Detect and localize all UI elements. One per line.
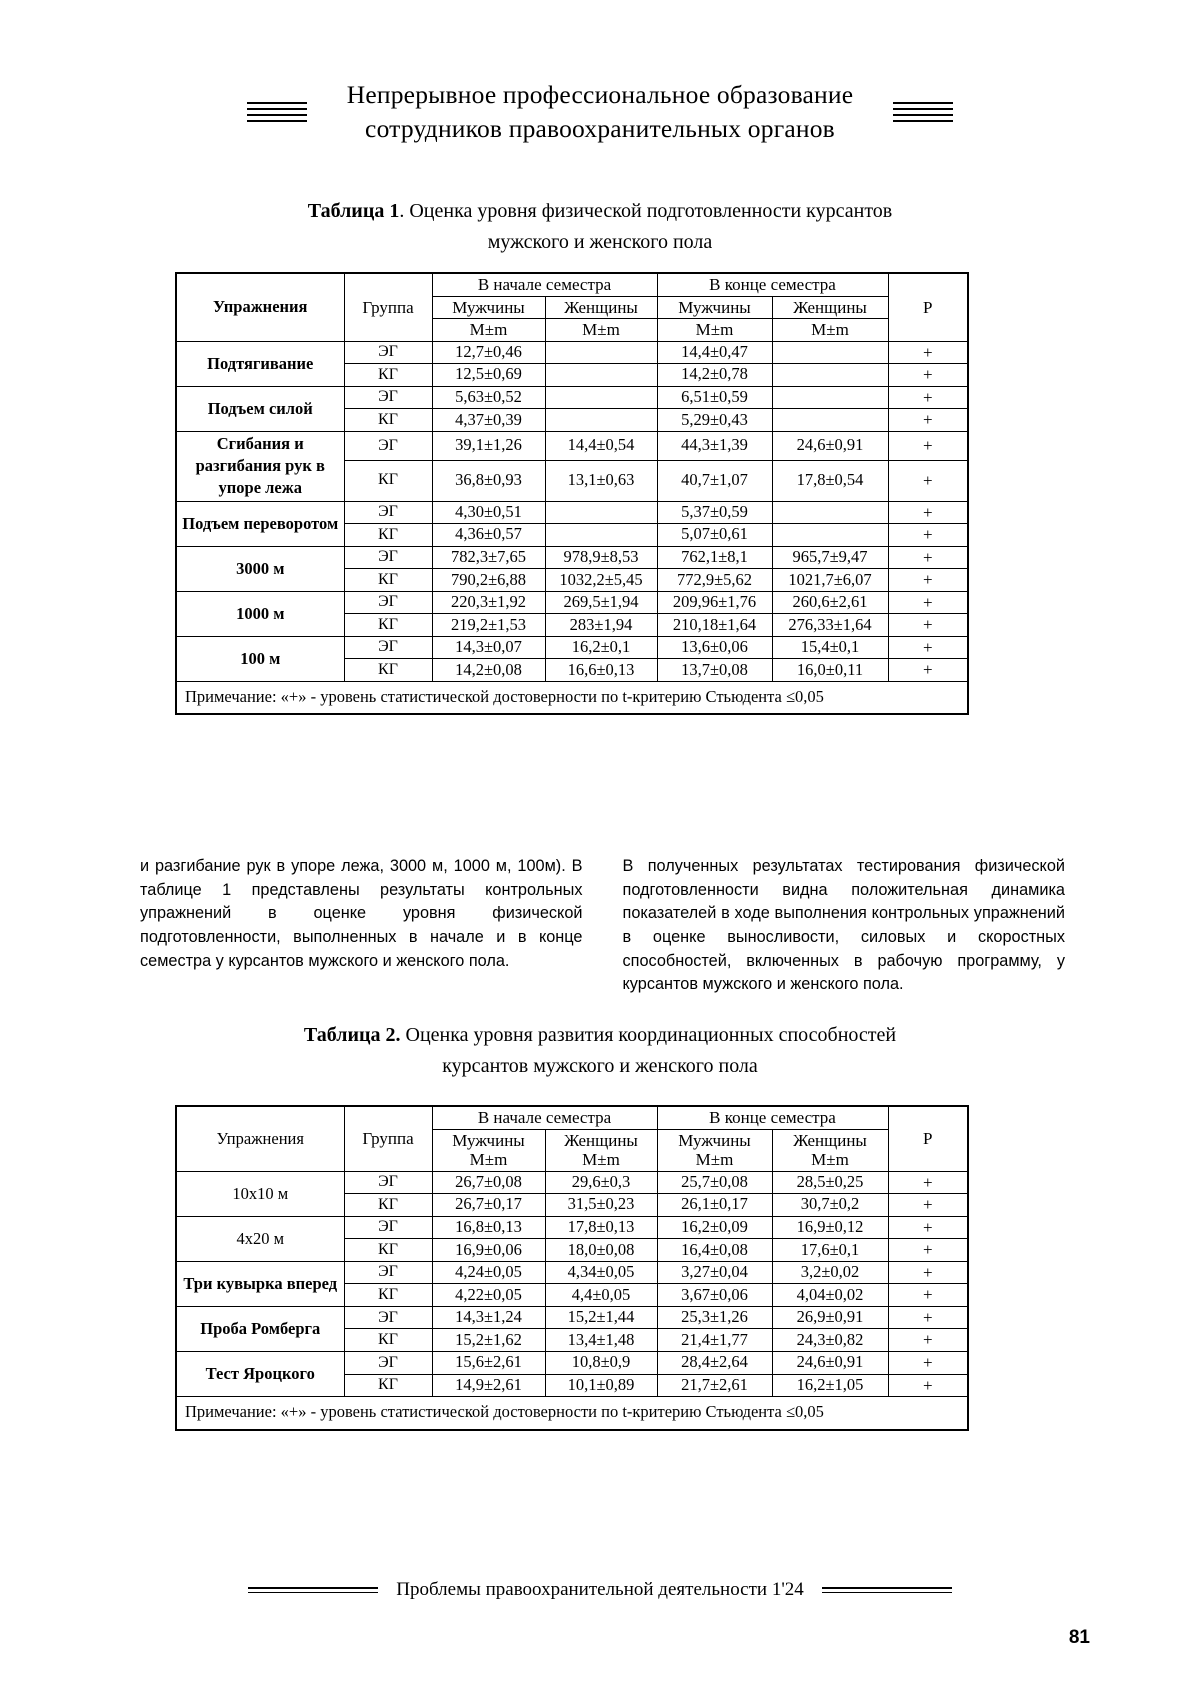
- table2-cell-0-1-end-w: 30,7±0,2: [772, 1194, 888, 1217]
- table2-cell-1-0-p: +: [888, 1216, 968, 1239]
- body-col-right: В полученных результатах тестирования физической подготовленности видна положительная динамика показателей в ходе выполнения контрольных упражнений в оценке выносливости, силовых и скоростных способностей, включенных в рабочую программу, у курсантов мужского и женского пола.: [622, 857, 1065, 994]
- table1-cell-0-1-end-m: 14,2±0,78: [657, 364, 772, 387]
- table2-header-row-1: [176, 1106, 968, 1129]
- table2-header-start-men-label: Мужчины: [452, 1130, 525, 1150]
- table1-caption: [150, 196, 1050, 258]
- table1-cell-4-0-p: +: [888, 546, 968, 569]
- table1-header-mm-4: M±m: [772, 319, 888, 342]
- table2-cell-3-0-start-m: 14,3±1,24: [432, 1306, 545, 1329]
- table2-group-1-1: КГ: [344, 1239, 432, 1262]
- table2-cell-2-1-end-w: 4,04±0,02: [772, 1284, 888, 1307]
- table1-caption-rest: . Оценка уровня физической подготовленности курсантов: [399, 200, 893, 222]
- page-footer: [0, 1579, 1200, 1601]
- table1-group-4-0: ЭГ: [344, 546, 432, 569]
- table1-cell-5-1-p: +: [888, 614, 968, 637]
- table2-cell-1-1-p: +: [888, 1239, 968, 1262]
- table1-cell-0-0-p: +: [888, 341, 968, 364]
- table2-row-label-0: 10x10 м: [176, 1171, 344, 1216]
- table1-cell-2-1-start-m: 36,8±0,93: [432, 460, 545, 501]
- table2-cell-1-1-end-m: 16,4±0,08: [657, 1239, 772, 1262]
- header-rule-right: [893, 102, 953, 122]
- table-row: [176, 341, 968, 364]
- table-row: [176, 591, 968, 614]
- table1-cell-6-0-start-w: 16,2±0,1: [545, 636, 657, 659]
- table1-row-label-1: Подъем силой: [176, 386, 344, 431]
- table1-cell-3-1-start-m: 4,36±0,57: [432, 524, 545, 547]
- table1-cell-0-1-start-w: [545, 364, 657, 387]
- table2-cell-0-0-start-m: 26,7±0,08: [432, 1171, 545, 1194]
- table-row: [176, 1261, 968, 1284]
- table2-header-group: Группа: [344, 1106, 432, 1171]
- table2-cell-3-0-end-m: 25,3±1,26: [657, 1306, 772, 1329]
- table1-header-end-men: Мужчины: [657, 296, 772, 319]
- table1-row-label-5: 1000 м: [176, 591, 344, 636]
- table1-cell-3-0-end-w: [772, 501, 888, 524]
- table2-group-3-1: КГ: [344, 1329, 432, 1352]
- table1-row-label-2: Сгибания и разгибания рук в упоре лежа: [176, 431, 344, 501]
- table2-cell-2-0-end-m: 3,27±0,04: [657, 1261, 772, 1284]
- table1-cell-1-1-start-w: [545, 409, 657, 432]
- table2-row-label-3: Проба Ромберга: [176, 1306, 344, 1351]
- table1-cell-0-0-end-w: [772, 341, 888, 364]
- table1-group-2-0: ЭГ: [344, 431, 432, 460]
- table1-row-label-0: Подтягивание: [176, 341, 344, 386]
- table2-caption-line2: курсантов мужского и женского пола: [442, 1055, 758, 1077]
- table1-cell-6-1-start-w: 16,6±0,13: [545, 659, 657, 682]
- table2-group-4-1: КГ: [344, 1374, 432, 1397]
- table2-group-3-0: ЭГ: [344, 1306, 432, 1329]
- header-title: [347, 78, 853, 147]
- table1-cell-4-0-end-w: 965,7±9,47: [772, 546, 888, 569]
- table1-header-mm-2: M±m: [545, 319, 657, 342]
- table2-cell-4-1-start-m: 14,9±2,61: [432, 1374, 545, 1397]
- table2-cell-1-0-start-m: 16,8±0,13: [432, 1216, 545, 1239]
- table2-note-row: [176, 1397, 968, 1430]
- table2-row-label-2: Три кувырка вперед: [176, 1261, 344, 1306]
- table2-header-end-men-label: Мужчины: [678, 1130, 751, 1150]
- table2-header-start-men-mm: M±m: [469, 1150, 508, 1170]
- table1-cell-2-0-start-w: 14,4±0,54: [545, 431, 657, 460]
- table1-cell-1-0-end-m: 6,51±0,59: [657, 386, 772, 409]
- table2-header-exercises: Упражнения: [176, 1106, 344, 1171]
- table1-row-label-3: Подъем переворотом: [176, 501, 344, 546]
- table2-header-p: P: [888, 1106, 968, 1171]
- table-row: [176, 636, 968, 659]
- table1-cell-3-1-start-w: [545, 524, 657, 547]
- table1-group-1-1: КГ: [344, 409, 432, 432]
- table2-group-2-0: ЭГ: [344, 1261, 432, 1284]
- table1-cell-0-1-start-m: 12,5±0,69: [432, 364, 545, 387]
- header-rule-left: [247, 102, 307, 122]
- table2-cell-1-0-start-w: 17,8±0,13: [545, 1216, 657, 1239]
- table1-cell-5-1-start-m: 219,2±1,53: [432, 614, 545, 637]
- table1-group-0-1: КГ: [344, 364, 432, 387]
- table2-header-start-men: [432, 1129, 545, 1171]
- table2-cell-4-1-p: +: [888, 1374, 968, 1397]
- table2-cell-0-0-end-w: 28,5±0,25: [772, 1171, 888, 1194]
- table1-cell-5-0-p: +: [888, 591, 968, 614]
- table2-cell-4-0-p: +: [888, 1352, 968, 1375]
- page-number: 81: [1068, 1627, 1090, 1648]
- table1-cell-3-0-p: +: [888, 501, 968, 524]
- table2-group-0-1: КГ: [344, 1194, 432, 1217]
- table1-cell-5-1-end-w: 276,33±1,64: [772, 614, 888, 637]
- table1-cell-1-1-end-w: [772, 409, 888, 432]
- table2-group-4-0: ЭГ: [344, 1352, 432, 1375]
- table2-header-start-women: [545, 1129, 657, 1171]
- table1-cell-1-1-end-m: 5,29±0,43: [657, 409, 772, 432]
- table1-cell-5-1-start-w: 283±1,94: [545, 614, 657, 637]
- table2-header-end-men: [657, 1129, 772, 1171]
- table1-cell-2-0-end-m: 44,3±1,39: [657, 431, 772, 460]
- table1-cell-0-0-start-m: 12,7±0,46: [432, 341, 545, 364]
- table1-header-end-women: Женщины: [772, 296, 888, 319]
- table1-cell-3-0-end-m: 5,37±0,59: [657, 501, 772, 524]
- table1-row-label-6: 100 м: [176, 636, 344, 681]
- table2-cell-3-0-end-w: 26,9±0,91: [772, 1306, 888, 1329]
- table2-cell-0-0-p: +: [888, 1171, 968, 1194]
- table-row: [176, 1352, 968, 1375]
- table1-cell-3-0-start-m: 4,30±0,51: [432, 501, 545, 524]
- page-header: [0, 78, 1200, 147]
- table-row: [176, 501, 968, 524]
- table1-cell-3-0-start-w: [545, 501, 657, 524]
- body-columns: [140, 855, 1065, 997]
- table1-cell-6-0-end-w: 15,4±0,1: [772, 636, 888, 659]
- table1-cell-1-1-start-m: 4,37±0,39: [432, 409, 545, 432]
- table1-cell-4-1-end-m: 772,9±5,62: [657, 569, 772, 592]
- table1-header-start-women: Женщины: [545, 296, 657, 319]
- table2-header-end-women-mm: M±m: [811, 1150, 849, 1170]
- table1-header-mm-3: M±m: [657, 319, 772, 342]
- table2-cell-4-0-start-m: 15,6±2,61: [432, 1352, 545, 1375]
- table1-group-6-1: КГ: [344, 659, 432, 682]
- table1-cell-2-0-p: +: [888, 431, 968, 460]
- table1-cell-0-0-end-m: 14,4±0,47: [657, 341, 772, 364]
- table2-header-start-women-label: Женщины: [564, 1130, 638, 1150]
- table1-cell-2-0-end-w: 24,6±0,91: [772, 431, 888, 460]
- table1-cell-0-1-p: +: [888, 364, 968, 387]
- table2-row-label-4: Тест Яроцкого: [176, 1352, 344, 1397]
- table1-cell-3-1-end-m: 5,07±0,61: [657, 524, 772, 547]
- table1-header-row-1: [176, 273, 968, 296]
- header-title-line2: сотрудников правоохранительных органов: [365, 114, 835, 144]
- table1-header-exercises: Упражнения: [176, 273, 344, 341]
- table2-cell-0-1-p: +: [888, 1194, 968, 1217]
- table2-cell-4-1-end-w: 16,2±1,05: [772, 1374, 888, 1397]
- table-row: [176, 431, 968, 460]
- table2-cell-0-1-end-m: 26,1±0,17: [657, 1194, 772, 1217]
- table2-cell-1-1-end-w: 17,6±0,1: [772, 1239, 888, 1262]
- table2-header-end-women-label: Женщины: [793, 1130, 867, 1150]
- table1-cell-4-1-start-m: 790,2±6,88: [432, 569, 545, 592]
- table2-cell-1-0-end-w: 16,9±0,12: [772, 1216, 888, 1239]
- table1-cell-4-1-p: +: [888, 569, 968, 592]
- table2-wrap: [175, 1105, 969, 1431]
- table2-cell-3-1-p: +: [888, 1329, 968, 1352]
- table1-header-end: В конце семестра: [657, 273, 888, 296]
- table2-cell-0-0-end-m: 25,7±0,08: [657, 1171, 772, 1194]
- table2-cell-2-0-start-w: 4,34±0,05: [545, 1261, 657, 1284]
- table2-cell-2-0-p: +: [888, 1261, 968, 1284]
- table2-cell-4-1-end-m: 21,7±2,61: [657, 1374, 772, 1397]
- table1-cell-0-0-start-w: [545, 341, 657, 364]
- table1-group-3-0: ЭГ: [344, 501, 432, 524]
- table1-cell-2-1-p: +: [888, 460, 968, 501]
- table-row: [176, 386, 968, 409]
- table1-cell-3-1-p: +: [888, 524, 968, 547]
- table-row: [176, 1216, 968, 1239]
- footer-rule-left: [248, 1587, 378, 1594]
- table2-cell-2-1-start-m: 4,22±0,05: [432, 1284, 545, 1307]
- table2-cell-4-0-start-w: 10,8±0,9: [545, 1352, 657, 1375]
- table1-cell-4-0-start-w: 978,9±8,53: [545, 546, 657, 569]
- table2-header-start: В начале семестра: [432, 1106, 657, 1129]
- table2-cell-3-1-end-m: 21,4±1,77: [657, 1329, 772, 1352]
- table2: [175, 1105, 969, 1431]
- table2-group-0-0: ЭГ: [344, 1171, 432, 1194]
- table2-cell-2-0-end-w: 3,2±0,02: [772, 1261, 888, 1284]
- table1-cell-5-0-end-m: 209,96±1,76: [657, 591, 772, 614]
- table2-cell-0-1-start-w: 31,5±0,23: [545, 1194, 657, 1217]
- table2-row-label-1: 4x20 м: [176, 1216, 344, 1261]
- table2-cell-2-1-start-w: 4,4±0,05: [545, 1284, 657, 1307]
- table1-row-label-4: 3000 м: [176, 546, 344, 591]
- table2-cell-4-0-end-w: 24,6±0,91: [772, 1352, 888, 1375]
- table2-cell-3-1-end-w: 24,3±0,82: [772, 1329, 888, 1352]
- table2-cell-4-0-end-m: 28,4±2,64: [657, 1352, 772, 1375]
- table2-caption-rest: Оценка уровня развития координационных способностей: [400, 1024, 897, 1046]
- table1: [175, 272, 969, 715]
- footer-rule-right: [822, 1587, 952, 1594]
- table2-header-end: В конце семестра: [657, 1106, 888, 1129]
- table2-cell-1-1-start-m: 16,9±0,06: [432, 1239, 545, 1262]
- table1-header-mm-1: M±m: [432, 319, 545, 342]
- table2-cell-1-1-start-w: 18,0±0,08: [545, 1239, 657, 1262]
- table1-group-5-1: КГ: [344, 614, 432, 637]
- table1-cell-3-1-end-w: [772, 524, 888, 547]
- table1-cell-1-1-p: +: [888, 409, 968, 432]
- table2-caption: [150, 1020, 1050, 1082]
- table1-group-5-0: ЭГ: [344, 591, 432, 614]
- table1-header-p: P: [888, 273, 968, 341]
- table2-cell-3-1-start-m: 15,2±1,62: [432, 1329, 545, 1352]
- table1-cell-2-0-start-m: 39,1±1,26: [432, 431, 545, 460]
- table1-cell-5-0-start-m: 220,3±1,92: [432, 591, 545, 614]
- table-row: [176, 1306, 968, 1329]
- table1-cell-2-1-start-w: 13,1±0,63: [545, 460, 657, 501]
- table1-group-6-0: ЭГ: [344, 636, 432, 659]
- footer-text: Проблемы правоохранительной деятельности 1'24: [396, 1579, 804, 1600]
- table1-note: Примечание: «+» - уровень статистической достоверности по t-критерию Стьюдента ≤0,05: [176, 682, 968, 715]
- table1-cell-2-1-end-m: 40,7±1,07: [657, 460, 772, 501]
- table1-group-0-0: ЭГ: [344, 341, 432, 364]
- header-title-line1: Непрерывное профессиональное образование: [346, 80, 854, 109]
- table1-cell-1-0-p: +: [888, 386, 968, 409]
- table1-note-row: [176, 682, 968, 715]
- table2-note: Примечание: «+» - уровень статистической достоверности по t-критерию Стьюдента ≤0,05: [176, 1397, 968, 1430]
- table1-cell-6-1-end-m: 13,7±0,08: [657, 659, 772, 682]
- table2-cell-2-0-start-m: 4,24±0,05: [432, 1261, 545, 1284]
- table2-cell-3-1-start-w: 13,4±1,48: [545, 1329, 657, 1352]
- table1-header-start-men: Мужчины: [432, 296, 545, 319]
- table1-cell-4-0-start-m: 782,3±7,65: [432, 546, 545, 569]
- table1-cell-4-0-end-m: 762,1±8,1: [657, 546, 772, 569]
- table2-cell-1-0-end-m: 16,2±0,09: [657, 1216, 772, 1239]
- table2-cell-3-0-p: +: [888, 1306, 968, 1329]
- table1-cell-6-1-p: +: [888, 659, 968, 682]
- table2-group-2-1: КГ: [344, 1284, 432, 1307]
- table1-group-3-1: КГ: [344, 524, 432, 547]
- table1-caption-line2: мужского и женского пола: [487, 231, 713, 253]
- table1-cell-4-1-start-w: 1032,2±5,45: [545, 569, 657, 592]
- table1-cell-5-0-end-w: 260,6±2,61: [772, 591, 888, 614]
- table1-group-1-0: ЭГ: [344, 386, 432, 409]
- table1-cell-6-1-end-w: 16,0±0,11: [772, 659, 888, 682]
- table2-header-end-women: [772, 1129, 888, 1171]
- table1-cell-6-0-start-m: 14,3±0,07: [432, 636, 545, 659]
- table1-cell-6-1-start-m: 14,2±0,08: [432, 659, 545, 682]
- table-row: [176, 1171, 968, 1194]
- table1-cell-5-0-start-w: 269,5±1,94: [545, 591, 657, 614]
- body-col-left: и разгибание рук в упоре лежа, 3000 м, 1000 м, 100м). В таблице 1 представлены результаты контрольных упражнений в оценке уровня физической подготовленности, выполненных в начале и в конце семестра у курсантов мужского и женского пола.: [140, 857, 583, 970]
- table2-cell-2-1-end-m: 3,67±0,06: [657, 1284, 772, 1307]
- table1-cell-1-0-end-w: [772, 386, 888, 409]
- table1-header-start: В начале семестра: [432, 273, 657, 296]
- table1-wrap: [175, 272, 969, 715]
- table1-cell-2-1-end-w: 17,8±0,54: [772, 460, 888, 501]
- table2-group-1-0: ЭГ: [344, 1216, 432, 1239]
- table2-cell-4-1-start-w: 10,1±0,89: [545, 1374, 657, 1397]
- table1-caption-bold: Таблица 1: [307, 200, 400, 222]
- table1-cell-5-1-end-m: 210,18±1,64: [657, 614, 772, 637]
- table2-cell-0-0-start-w: 29,6±0,3: [545, 1171, 657, 1194]
- table2-cell-0-1-start-m: 26,7±0,17: [432, 1194, 545, 1217]
- table-row: [176, 546, 968, 569]
- table1-cell-4-1-end-w: 1021,7±6,07: [772, 569, 888, 592]
- table1-cell-1-0-start-m: 5,63±0,52: [432, 386, 545, 409]
- table2-header-start-women-mm: M±m: [582, 1150, 620, 1170]
- table1-cell-1-0-start-w: [545, 386, 657, 409]
- table1-header-group: Группа: [344, 273, 432, 341]
- table2-cell-2-1-p: +: [888, 1284, 968, 1307]
- table1-cell-0-1-end-w: [772, 364, 888, 387]
- table2-cell-3-0-start-w: 15,2±1,44: [545, 1306, 657, 1329]
- table2-caption-bold: Таблица 2.: [303, 1024, 401, 1046]
- table1-cell-6-0-end-m: 13,6±0,06: [657, 636, 772, 659]
- table2-header-end-men-mm: M±m: [695, 1150, 734, 1170]
- table1-group-2-1: КГ: [344, 460, 432, 501]
- table1-cell-6-0-p: +: [888, 636, 968, 659]
- table1-group-4-1: КГ: [344, 569, 432, 592]
